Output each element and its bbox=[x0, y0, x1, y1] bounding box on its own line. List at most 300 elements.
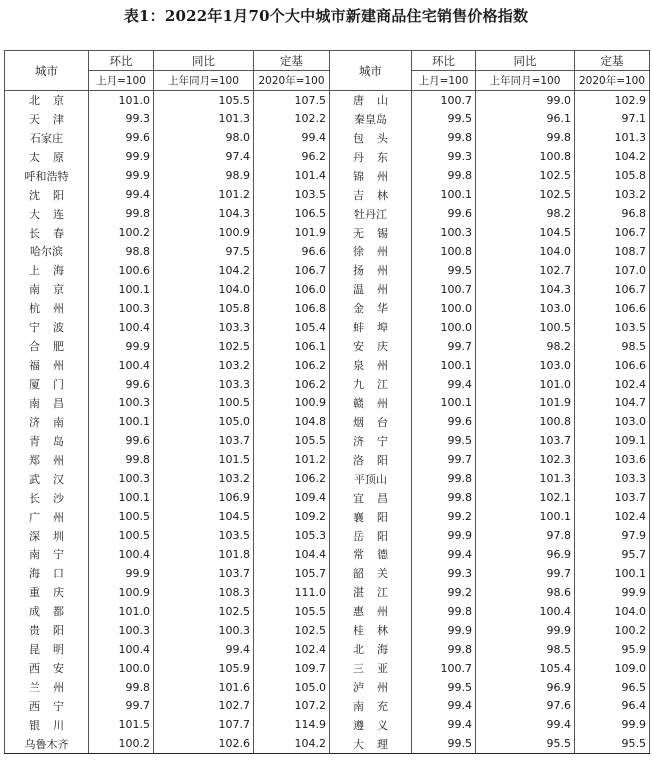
mom-value-cell: 99.2 bbox=[412, 507, 476, 526]
table-row bbox=[5, 450, 650, 469]
yoy-value-cell: 100.3 bbox=[154, 621, 254, 640]
mom-value-cell: 100.4 bbox=[89, 356, 154, 375]
base-value-cell: 104.4 bbox=[254, 545, 330, 564]
mom-value-cell: 100.5 bbox=[89, 507, 154, 526]
city-name-cell: 南昌 bbox=[5, 394, 89, 413]
city-name-cell: 唐山 bbox=[330, 91, 412, 110]
base-subheader: 2020年=100 bbox=[254, 71, 330, 91]
yoy-value-cell: 101.3 bbox=[154, 109, 254, 128]
city-name-cell: 金华 bbox=[330, 299, 412, 318]
mom-value-cell: 100.4 bbox=[89, 318, 154, 337]
yoy-value-cell: 101.0 bbox=[476, 375, 575, 394]
base-value-cell: 106.6 bbox=[575, 299, 650, 318]
city-name-cell: 湛江 bbox=[330, 583, 412, 602]
yoy-value-cell: 103.7 bbox=[154, 564, 254, 583]
base-value-cell: 106.2 bbox=[254, 375, 330, 394]
yoy-value-cell: 103.2 bbox=[154, 469, 254, 488]
mom-value-cell: 99.7 bbox=[412, 337, 476, 356]
city-name-cell: 惠州 bbox=[330, 602, 412, 621]
yoy-value-cell: 101.8 bbox=[154, 545, 254, 564]
mom-value-cell: 98.8 bbox=[89, 242, 154, 261]
mom-value-cell: 100.3 bbox=[89, 469, 154, 488]
base-value-cell: 101.9 bbox=[254, 223, 330, 242]
table-row bbox=[5, 166, 650, 185]
mom-value-cell: 100.0 bbox=[412, 318, 476, 337]
yoy-value-cell: 99.4 bbox=[476, 715, 575, 734]
table-row bbox=[5, 469, 650, 488]
mom-value-cell: 100.2 bbox=[89, 223, 154, 242]
table-row bbox=[5, 431, 650, 450]
yoy-value-cell: 100.9 bbox=[154, 223, 254, 242]
city-name-cell: 扬州 bbox=[330, 261, 412, 280]
city-name-cell: 福州 bbox=[5, 356, 89, 375]
mom-value-cell: 100.1 bbox=[89, 280, 154, 299]
city-name-cell: 常德 bbox=[330, 545, 412, 564]
city-name-cell: 成都 bbox=[5, 602, 89, 621]
yoy-value-cell: 98.5 bbox=[476, 640, 575, 659]
table-body bbox=[5, 91, 650, 754]
base-value-cell: 95.9 bbox=[575, 640, 650, 659]
table-row bbox=[5, 678, 650, 697]
city-name-cell: 兰州 bbox=[5, 678, 89, 697]
mom-value-cell: 100.2 bbox=[89, 734, 154, 753]
city-name-cell: 天津 bbox=[5, 109, 89, 128]
mom-value-cell: 99.8 bbox=[412, 488, 476, 507]
mom-column-header: 环比 bbox=[89, 51, 154, 71]
yoy-value-cell: 100.4 bbox=[476, 602, 575, 621]
yoy-value-cell: 101.6 bbox=[154, 678, 254, 697]
table-header bbox=[5, 51, 650, 91]
mom-value-cell: 99.3 bbox=[89, 109, 154, 128]
city-name-cell: 吉林 bbox=[330, 185, 412, 204]
base-value-cell: 102.2 bbox=[254, 109, 330, 128]
base-value-cell: 106.1 bbox=[254, 337, 330, 356]
table-row bbox=[5, 337, 650, 356]
yoy-value-cell: 98.6 bbox=[476, 583, 575, 602]
table-row bbox=[5, 697, 650, 716]
yoy-value-cell: 104.0 bbox=[154, 280, 254, 299]
table-row bbox=[5, 659, 650, 678]
base-value-cell: 106.7 bbox=[575, 223, 650, 242]
mom-value-cell: 99.3 bbox=[412, 147, 476, 166]
base-value-cell: 96.5 bbox=[575, 678, 650, 697]
mom-subheader-right: 上月=100 bbox=[412, 71, 476, 91]
base-value-cell: 105.7 bbox=[254, 564, 330, 583]
yoy-value-cell: 99.0 bbox=[476, 91, 575, 110]
city-name-cell: 九江 bbox=[330, 375, 412, 394]
yoy-value-cell: 98.2 bbox=[476, 204, 575, 223]
city-name-cell: 西宁 bbox=[5, 697, 89, 716]
mom-value-cell: 100.3 bbox=[89, 394, 154, 413]
base-value-cell: 106.7 bbox=[254, 261, 330, 280]
mom-value-cell: 99.8 bbox=[412, 166, 476, 185]
mom-value-cell: 100.6 bbox=[89, 261, 154, 280]
mom-value-cell: 100.3 bbox=[89, 621, 154, 640]
city-name-cell: 北京 bbox=[5, 91, 89, 110]
mom-value-cell: 99.8 bbox=[412, 602, 476, 621]
yoy-value-cell: 99.4 bbox=[154, 640, 254, 659]
mom-value-cell: 99.6 bbox=[412, 204, 476, 223]
city-name-cell: 宜昌 bbox=[330, 488, 412, 507]
yoy-value-cell: 96.9 bbox=[476, 545, 575, 564]
table-row bbox=[5, 147, 650, 166]
base-value-cell: 106.2 bbox=[254, 356, 330, 375]
mom-value-cell: 99.9 bbox=[412, 621, 476, 640]
mom-value-cell: 100.3 bbox=[412, 223, 476, 242]
city-name-cell: 长沙 bbox=[5, 488, 89, 507]
mom-value-cell: 100.7 bbox=[412, 659, 476, 678]
yoy-value-cell: 103.7 bbox=[476, 431, 575, 450]
table-row bbox=[5, 394, 650, 413]
base-value-cell: 104.0 bbox=[575, 602, 650, 621]
yoy-value-cell: 98.9 bbox=[154, 166, 254, 185]
yoy-value-cell: 96.1 bbox=[476, 109, 575, 128]
mom-value-cell: 100.1 bbox=[89, 488, 154, 507]
yoy-value-cell: 104.0 bbox=[476, 242, 575, 261]
mom-value-cell: 100.8 bbox=[412, 242, 476, 261]
mom-value-cell: 100.9 bbox=[89, 583, 154, 602]
base-value-cell: 99.9 bbox=[575, 715, 650, 734]
mom-value-cell: 100.1 bbox=[412, 185, 476, 204]
table-row bbox=[5, 734, 650, 753]
yoy-value-cell: 97.6 bbox=[476, 697, 575, 716]
yoy-value-cell: 100.5 bbox=[476, 318, 575, 337]
base-value-cell: 102.9 bbox=[575, 91, 650, 110]
base-value-cell: 101.4 bbox=[254, 166, 330, 185]
table-row bbox=[5, 318, 650, 337]
yoy-value-cell: 107.7 bbox=[154, 715, 254, 734]
base-value-cell: 99.9 bbox=[575, 583, 650, 602]
base-value-cell: 104.8 bbox=[254, 412, 330, 431]
table-row bbox=[5, 507, 650, 526]
yoy-column-header-right: 同比 bbox=[476, 51, 575, 71]
city-name-cell: 烟台 bbox=[330, 412, 412, 431]
mom-subheader: 上月=100 bbox=[89, 71, 154, 91]
base-value-cell: 99.4 bbox=[254, 128, 330, 147]
mom-value-cell: 100.7 bbox=[412, 91, 476, 110]
mom-value-cell: 99.8 bbox=[412, 128, 476, 147]
base-value-cell: 105.4 bbox=[254, 318, 330, 337]
city-name-cell: 呼和浩特 bbox=[5, 166, 89, 185]
mom-value-cell: 99.2 bbox=[412, 583, 476, 602]
city-name-cell: 牡丹江 bbox=[330, 204, 412, 223]
yoy-value-cell: 102.5 bbox=[476, 166, 575, 185]
mom-value-cell: 99.5 bbox=[412, 734, 476, 753]
base-value-cell: 106.7 bbox=[575, 280, 650, 299]
base-value-cell: 111.0 bbox=[254, 583, 330, 602]
city-name-cell: 泸州 bbox=[330, 678, 412, 697]
mom-value-cell: 99.8 bbox=[89, 450, 154, 469]
base-value-cell: 103.2 bbox=[575, 185, 650, 204]
city-name-cell: 郑州 bbox=[5, 450, 89, 469]
city-column-header: 城市 bbox=[5, 51, 89, 91]
yoy-value-cell: 102.3 bbox=[476, 450, 575, 469]
base-value-cell: 103.7 bbox=[575, 488, 650, 507]
yoy-value-cell: 105.9 bbox=[154, 659, 254, 678]
mom-value-cell: 101.0 bbox=[89, 91, 154, 110]
yoy-value-cell: 104.2 bbox=[154, 261, 254, 280]
mom-value-cell: 99.8 bbox=[89, 678, 154, 697]
yoy-value-cell: 102.5 bbox=[154, 602, 254, 621]
base-value-cell: 96.8 bbox=[575, 204, 650, 223]
mom-value-cell: 99.9 bbox=[412, 526, 476, 545]
city-name-cell: 济宁 bbox=[330, 431, 412, 450]
base-value-cell: 109.1 bbox=[575, 431, 650, 450]
base-value-cell: 105.5 bbox=[254, 602, 330, 621]
yoy-value-cell: 102.6 bbox=[154, 734, 254, 753]
base-value-cell: 109.7 bbox=[254, 659, 330, 678]
table-row bbox=[5, 299, 650, 318]
city-name-cell: 蚌埠 bbox=[330, 318, 412, 337]
city-name-cell: 深圳 bbox=[5, 526, 89, 545]
city-name-cell: 太原 bbox=[5, 147, 89, 166]
base-value-cell: 105.5 bbox=[254, 431, 330, 450]
yoy-value-cell: 105.8 bbox=[154, 299, 254, 318]
city-name-cell: 青岛 bbox=[5, 431, 89, 450]
city-name-cell: 南京 bbox=[5, 280, 89, 299]
yoy-value-cell: 100.8 bbox=[476, 412, 575, 431]
yoy-value-cell: 100.1 bbox=[476, 507, 575, 526]
table-row bbox=[5, 375, 650, 394]
mom-value-cell: 100.1 bbox=[89, 412, 154, 431]
mom-value-cell: 100.3 bbox=[89, 299, 154, 318]
table-row bbox=[5, 204, 650, 223]
table-row bbox=[5, 715, 650, 734]
yoy-value-cell: 104.3 bbox=[476, 280, 575, 299]
city-name-cell: 赣州 bbox=[330, 394, 412, 413]
yoy-value-cell: 97.4 bbox=[154, 147, 254, 166]
base-subheader-right: 2020年=100 bbox=[575, 71, 650, 91]
base-value-cell: 109.0 bbox=[575, 659, 650, 678]
mom-value-cell: 99.4 bbox=[412, 375, 476, 394]
city-name-cell: 包头 bbox=[330, 128, 412, 147]
city-name-cell: 丹东 bbox=[330, 147, 412, 166]
mom-value-cell: 99.7 bbox=[89, 697, 154, 716]
mom-value-cell: 99.6 bbox=[89, 431, 154, 450]
city-name-cell: 三亚 bbox=[330, 659, 412, 678]
city-column-header-right: 城市 bbox=[330, 51, 412, 91]
city-name-cell: 岳阳 bbox=[330, 526, 412, 545]
base-value-cell: 103.0 bbox=[575, 412, 650, 431]
yoy-value-cell: 99.9 bbox=[476, 621, 575, 640]
mom-value-cell: 100.4 bbox=[89, 640, 154, 659]
yoy-value-cell: 105.0 bbox=[154, 412, 254, 431]
yoy-subheader: 上年同月=100 bbox=[154, 71, 254, 91]
mom-value-cell: 99.8 bbox=[89, 204, 154, 223]
table-row bbox=[5, 602, 650, 621]
table-row bbox=[5, 621, 650, 640]
base-value-cell: 106.8 bbox=[254, 299, 330, 318]
table-row bbox=[5, 356, 650, 375]
city-name-cell: 西安 bbox=[5, 659, 89, 678]
base-value-cell: 107.0 bbox=[575, 261, 650, 280]
yoy-value-cell: 103.7 bbox=[154, 431, 254, 450]
mom-value-cell: 101.5 bbox=[89, 715, 154, 734]
yoy-value-cell: 103.0 bbox=[476, 356, 575, 375]
city-name-cell: 大理 bbox=[330, 734, 412, 753]
yoy-value-cell: 96.9 bbox=[476, 678, 575, 697]
base-value-cell: 106.0 bbox=[254, 280, 330, 299]
city-name-cell: 厦门 bbox=[5, 375, 89, 394]
table-row bbox=[5, 109, 650, 128]
base-value-cell: 108.7 bbox=[575, 242, 650, 261]
mom-value-cell: 99.4 bbox=[89, 185, 154, 204]
base-value-cell: 103.3 bbox=[575, 469, 650, 488]
mom-value-cell: 99.6 bbox=[412, 412, 476, 431]
city-name-cell: 合肥 bbox=[5, 337, 89, 356]
base-value-cell: 102.4 bbox=[254, 640, 330, 659]
city-name-cell: 泉州 bbox=[330, 356, 412, 375]
base-value-cell: 95.5 bbox=[575, 734, 650, 753]
city-name-cell: 锦州 bbox=[330, 166, 412, 185]
yoy-value-cell: 105.5 bbox=[154, 91, 254, 110]
base-value-cell: 101.3 bbox=[575, 128, 650, 147]
yoy-value-cell: 102.7 bbox=[154, 697, 254, 716]
base-value-cell: 105.8 bbox=[575, 166, 650, 185]
mom-value-cell: 99.8 bbox=[412, 640, 476, 659]
table-row bbox=[5, 526, 650, 545]
city-name-cell: 大连 bbox=[5, 204, 89, 223]
mom-value-cell: 99.5 bbox=[412, 678, 476, 697]
page-title: 表1：2022年1月70个大中城市新建商品住宅销售价格指数 bbox=[123, 7, 529, 25]
price-index-table bbox=[4, 50, 650, 754]
base-value-cell: 96.2 bbox=[254, 147, 330, 166]
mom-value-cell: 99.5 bbox=[412, 431, 476, 450]
yoy-value-cell: 102.5 bbox=[476, 185, 575, 204]
base-value-cell: 97.1 bbox=[575, 109, 650, 128]
mom-value-cell: 99.5 bbox=[412, 109, 476, 128]
yoy-value-cell: 103.3 bbox=[154, 375, 254, 394]
base-value-cell: 101.2 bbox=[254, 450, 330, 469]
city-name-cell: 银川 bbox=[5, 715, 89, 734]
base-value-cell: 103.6 bbox=[575, 450, 650, 469]
table-row bbox=[5, 185, 650, 204]
base-value-cell: 104.2 bbox=[254, 734, 330, 753]
mom-value-cell: 101.0 bbox=[89, 602, 154, 621]
city-name-cell: 桂林 bbox=[330, 621, 412, 640]
base-value-cell: 96.6 bbox=[254, 242, 330, 261]
city-name-cell: 沈阳 bbox=[5, 185, 89, 204]
yoy-value-cell: 99.7 bbox=[476, 564, 575, 583]
yoy-value-cell: 103.2 bbox=[154, 356, 254, 375]
table-row bbox=[5, 488, 650, 507]
yoy-value-cell: 106.9 bbox=[154, 488, 254, 507]
city-name-cell: 海口 bbox=[5, 564, 89, 583]
city-name-cell: 贵阳 bbox=[5, 621, 89, 640]
yoy-value-cell: 105.4 bbox=[476, 659, 575, 678]
city-name-cell: 襄阳 bbox=[330, 507, 412, 526]
base-value-cell: 100.2 bbox=[575, 621, 650, 640]
city-name-cell: 宁波 bbox=[5, 318, 89, 337]
base-value-cell: 105.0 bbox=[254, 678, 330, 697]
mom-value-cell: 100.1 bbox=[412, 394, 476, 413]
mom-value-cell: 99.4 bbox=[412, 715, 476, 734]
mom-value-cell: 100.5 bbox=[89, 526, 154, 545]
mom-value-cell: 100.7 bbox=[412, 280, 476, 299]
yoy-value-cell: 97.5 bbox=[154, 242, 254, 261]
base-value-cell: 100.1 bbox=[575, 564, 650, 583]
city-name-cell: 无锡 bbox=[330, 223, 412, 242]
table-row bbox=[5, 640, 650, 659]
city-name-cell: 广州 bbox=[5, 507, 89, 526]
city-name-cell: 平顶山 bbox=[330, 469, 412, 488]
mom-value-cell: 99.4 bbox=[412, 697, 476, 716]
mom-value-cell: 99.9 bbox=[89, 337, 154, 356]
base-value-cell: 100.9 bbox=[254, 394, 330, 413]
mom-column-header-right: 环比 bbox=[412, 51, 476, 71]
mom-value-cell: 99.9 bbox=[89, 147, 154, 166]
city-name-cell: 重庆 bbox=[5, 583, 89, 602]
base-value-cell: 106.2 bbox=[254, 469, 330, 488]
yoy-value-cell: 99.8 bbox=[476, 128, 575, 147]
mom-value-cell: 99.6 bbox=[89, 375, 154, 394]
yoy-value-cell: 101.5 bbox=[154, 450, 254, 469]
base-value-cell: 103.5 bbox=[254, 185, 330, 204]
base-value-cell: 114.9 bbox=[254, 715, 330, 734]
table-row bbox=[5, 412, 650, 431]
yoy-value-cell: 108.3 bbox=[154, 583, 254, 602]
city-name-cell: 安庆 bbox=[330, 337, 412, 356]
city-name-cell: 石家庄 bbox=[5, 128, 89, 147]
base-value-cell: 106.5 bbox=[254, 204, 330, 223]
base-value-cell: 109.4 bbox=[254, 488, 330, 507]
base-value-cell: 107.2 bbox=[254, 697, 330, 716]
city-name-cell: 洛阳 bbox=[330, 450, 412, 469]
city-name-cell: 武汉 bbox=[5, 469, 89, 488]
yoy-value-cell: 100.5 bbox=[154, 394, 254, 413]
table-row bbox=[5, 261, 650, 280]
base-value-cell: 96.4 bbox=[575, 697, 650, 716]
yoy-value-cell: 104.5 bbox=[154, 507, 254, 526]
yoy-value-cell: 103.3 bbox=[154, 318, 254, 337]
yoy-value-cell: 100.8 bbox=[476, 147, 575, 166]
city-name-cell: 昆明 bbox=[5, 640, 89, 659]
yoy-value-cell: 95.5 bbox=[476, 734, 575, 753]
city-name-cell: 温州 bbox=[330, 280, 412, 299]
base-value-cell: 107.5 bbox=[254, 91, 330, 110]
base-value-cell: 109.2 bbox=[254, 507, 330, 526]
base-value-cell: 104.2 bbox=[575, 147, 650, 166]
base-value-cell: 104.7 bbox=[575, 394, 650, 413]
table-row bbox=[5, 91, 650, 110]
city-name-cell: 南宁 bbox=[5, 545, 89, 564]
yoy-column-header: 同比 bbox=[154, 51, 254, 71]
city-name-cell: 上海 bbox=[5, 261, 89, 280]
base-value-cell: 98.5 bbox=[575, 337, 650, 356]
table-row bbox=[5, 545, 650, 564]
city-name-cell: 徐州 bbox=[330, 242, 412, 261]
yoy-value-cell: 97.8 bbox=[476, 526, 575, 545]
yoy-subheader-right: 上年同月=100 bbox=[476, 71, 575, 91]
city-name-cell: 秦皇岛 bbox=[330, 109, 412, 128]
yoy-value-cell: 101.9 bbox=[476, 394, 575, 413]
base-value-cell: 95.7 bbox=[575, 545, 650, 564]
mom-value-cell: 100.4 bbox=[89, 545, 154, 564]
mom-value-cell: 99.9 bbox=[89, 166, 154, 185]
city-name-cell: 乌鲁木齐 bbox=[5, 734, 89, 753]
base-value-cell: 105.3 bbox=[254, 526, 330, 545]
table-row bbox=[5, 223, 650, 242]
base-column-header-right: 定基 bbox=[575, 51, 650, 71]
city-name-cell: 遵义 bbox=[330, 715, 412, 734]
city-name-cell: 北海 bbox=[330, 640, 412, 659]
mom-value-cell: 100.0 bbox=[89, 659, 154, 678]
city-name-cell: 济南 bbox=[5, 412, 89, 431]
city-name-cell: 南充 bbox=[330, 697, 412, 716]
base-value-cell: 102.4 bbox=[575, 507, 650, 526]
base-value-cell: 102.4 bbox=[575, 375, 650, 394]
yoy-value-cell: 101.2 bbox=[154, 185, 254, 204]
